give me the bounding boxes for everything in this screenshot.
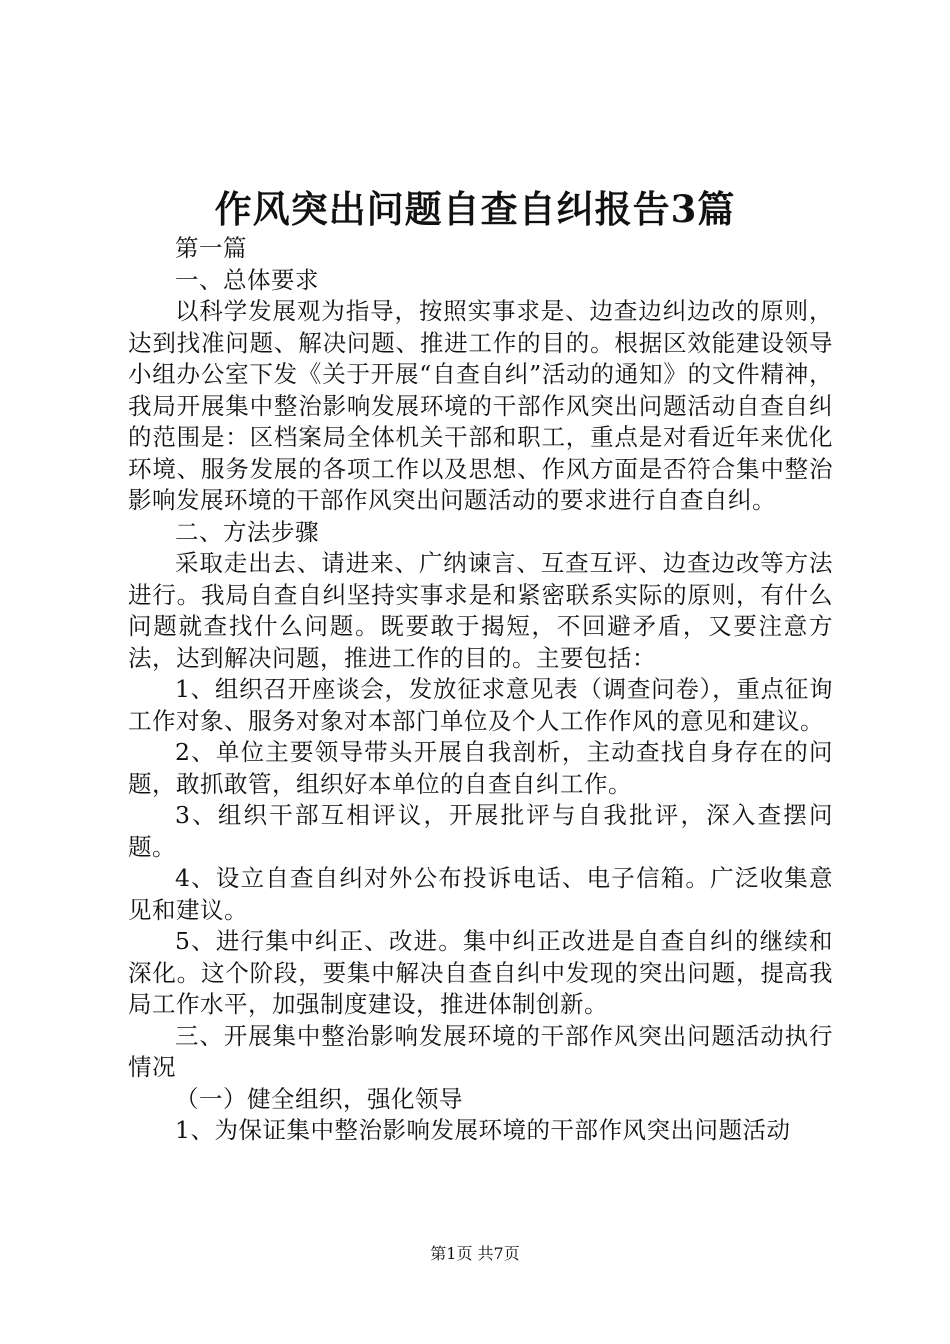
page-number-footer: 第1页 共7页 <box>430 1244 520 1263</box>
list-item-4: 4、设立自查自纠对外公布投诉电话、电子信箱。广泛收集意见和建议。 <box>128 864 833 924</box>
paragraph-organization-1: 1、为保证集中整治影响发展环境的干部作风突出问题活动 <box>175 1116 791 1144</box>
section-heading-part-one: 第一篇 <box>175 234 247 262</box>
document-title: 作风突出问题自查自纠报告3篇 <box>214 187 736 231</box>
paragraph-general-requirements: 以科学发展观为指导，按照实事求是、边查边纠边改的原则，达到找准问题、解决问题、推进工作的目的。根据区效能建设领导小组办公室下发《关于开展“自查自纠”活动的通知》的文件精神，我局开展集中整治影响发展环境的干部作风突出问题活动自查自纠的范围是：区档案局全体机关干部和职工，重点是对看近年来优化环境、服务发展的各项工作以及思想、作风方面是否符合集中整治影响发展环境的干部作风突出问题活动的要求进行自查自纠。 <box>128 297 833 514</box>
list-item-3: 3、组织干部互相评议，开展批评与自我批评，深入查摆问题。 <box>128 801 833 861</box>
subsection-heading-organization: （一）健全组织，强化领导 <box>175 1084 463 1113</box>
document-body <box>128 233 833 1147</box>
list-item-1: 1、组织召开座谈会，发放征求意见表（调查问卷），重点征询工作对象、服务对象对本部门单位及个人工作作风的意见和建议。 <box>128 675 833 735</box>
section-heading-execution: 三、开展集中整治影响发展环境的干部作风突出问题活动执行情况 <box>128 1021 833 1081</box>
list-item-5: 5、进行集中纠正、改进。集中纠正改进是自查自纠的继续和深化。这个阶段，要集中解决自查自纠中发现的突出问题，提高我局工作水平，加强制度建设，推进体制创新。 <box>128 927 833 1018</box>
paragraph-methods: 采取走出去、请进来、广纳谏言、互查互评、边查边改等方法进行。我局自查自纠坚持实事求是和紧密联系实际的原则，有什么问题就查找什么问题。既要敢于揭短，不回避矛盾，又要注意方法，达到解决问题，推进工作的目的。主要包括： <box>128 549 833 672</box>
section-heading-general-requirements: 一、总体要求 <box>175 265 319 294</box>
section-heading-methods: 二、方法步骤 <box>175 517 319 546</box>
list-item-2: 2、单位主要领导带头开展自我剖析，主动查找自身存在的问题，敢抓敢管，组织好本单位的自查自纠工作。 <box>128 738 833 798</box>
